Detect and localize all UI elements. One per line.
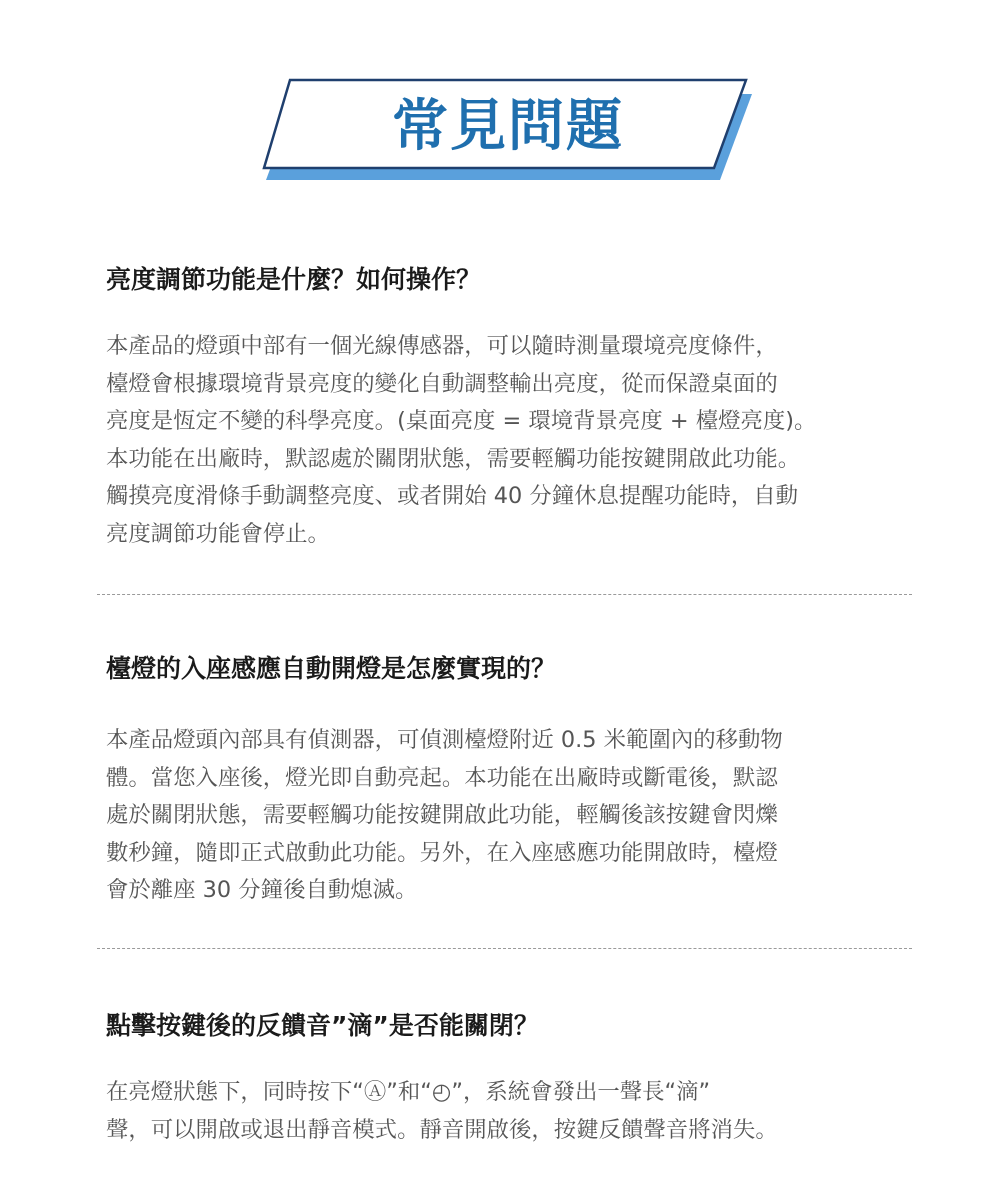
faq-item-brightness (106, 262, 906, 554)
answer-line: 會於離座 30 分鐘後自動熄滅。 (106, 877, 418, 904)
faq-header-banner (258, 72, 758, 182)
faq-item-beep-sound (106, 1008, 906, 1149)
answer-line: 亮度是恆定不變的科學亮度。(桌面亮度 = 環境背景亮度 + 檯燈亮度)。 (106, 408, 817, 435)
answer-line: 本產品燈頭內部具有偵測器，可偵測檯燈附近 0.5 米範圍內的移動物 (106, 727, 783, 753)
answer-line: 觸摸亮度滑條手動調整亮度、或者開始 40 分鐘休息提醒功能時，自動 (106, 483, 799, 510)
answer-line: 體。當您入座後，燈光即自動亮起。本功能在出廠時或斷電後，默認 (106, 764, 778, 791)
page-title: 常見問題 (392, 94, 624, 159)
answer-line: 聲，可以開啟或退出靜音模式。靜音開啟後，按鍵反饋聲音將消失。 (106, 1116, 778, 1143)
faq-question: 檯燈的入座感應自動開燈是怎麼實現的？ (106, 654, 557, 683)
dashed-divider (97, 948, 912, 949)
faq-item-seat-sensor (106, 651, 906, 910)
answer-line: 在亮燈狀態下，同時按下“Ⓐ”和“◴”，系統會發出一聲長“滴” (106, 1079, 711, 1105)
answer-line: 亮度調節功能會停止。 (106, 520, 330, 547)
faq-question: 點擊按鍵後的反饋音”滴”是否能關閉？ (106, 1011, 539, 1040)
answer-line: 本產品的燈頭中部有一個光線傳感器，可以隨時測量環境亮度條件， (106, 333, 778, 359)
answer-line: 檯燈會根據環境背景亮度的變化自動調整輸出亮度，從而保證桌面的 (106, 370, 778, 397)
faq-question: 亮度調節功能是什麼？如何操作？ (106, 265, 482, 294)
answer-line: 處於關閉狀態，需要輕觸功能按鍵開啟此功能，輕觸後該按鍵會閃爍 (106, 802, 778, 829)
faq-answer (106, 722, 906, 910)
faq-answer (106, 1074, 906, 1149)
faq-answer (106, 328, 906, 554)
dashed-divider (97, 594, 912, 595)
answer-line: 數秒鐘，隨即正式啟動此功能。另外，在入座感應功能開啟時，檯燈 (106, 839, 778, 866)
answer-line: 本功能在出廠時，默認處於關閉狀態，需要輕觸功能按鍵開啟此功能。 (106, 445, 801, 472)
